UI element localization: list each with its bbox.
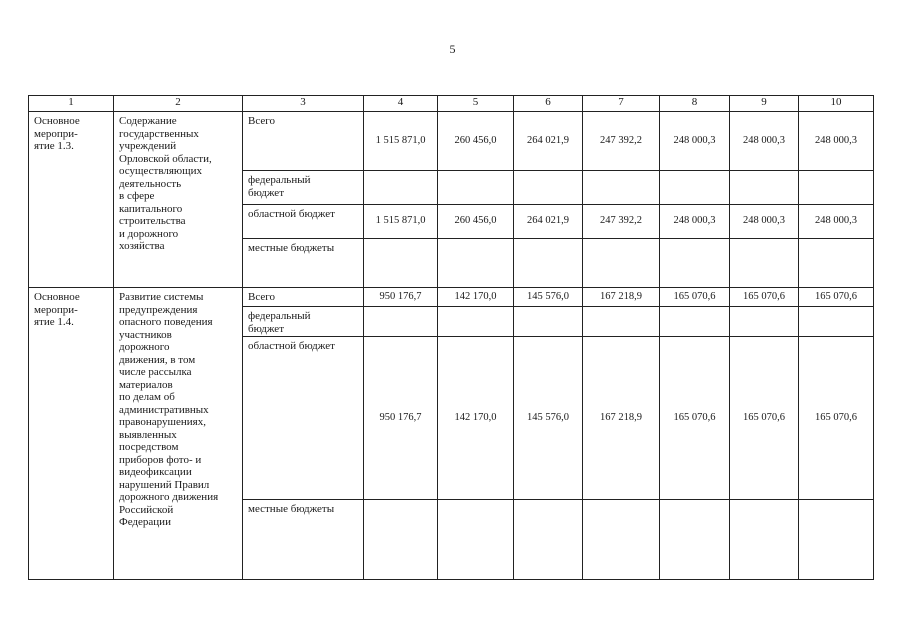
amount-cell xyxy=(583,500,660,580)
column-header: 4 xyxy=(364,96,438,112)
table-row xyxy=(29,288,874,307)
measure-id-line: ятие 1.3. xyxy=(34,140,74,152)
measure-description-line: числе рассылка xyxy=(119,366,192,378)
funding-source-line: федеральный xyxy=(248,310,311,322)
measure-description-line: по делам об xyxy=(119,391,175,403)
amount-cell: 142 170,0 xyxy=(438,337,514,500)
measure-description-line: в сфере xyxy=(119,190,155,202)
amount-cell xyxy=(660,239,730,288)
column-header: 5 xyxy=(438,96,514,112)
measure-id-line: Основное xyxy=(34,291,80,303)
amount-cell: 142 170,0 xyxy=(438,288,514,307)
amount-cell: 165 070,6 xyxy=(730,288,799,307)
amount-cell xyxy=(583,171,660,205)
amount-cell: 165 070,6 xyxy=(799,337,874,500)
amount-cell xyxy=(514,307,583,337)
measure-description-line: предупреждения xyxy=(119,303,198,316)
measure-description-line: движения, в том xyxy=(119,353,196,366)
amount-cell: 264 021,9 xyxy=(514,112,583,171)
measure-description-line: строительства xyxy=(119,215,186,227)
amount-cell xyxy=(799,500,874,580)
funding-source-cell xyxy=(243,500,364,580)
amount-cell: 247 392,2 xyxy=(583,205,660,239)
amount-cell xyxy=(730,171,799,205)
amount-cell: 248 000,3 xyxy=(660,205,730,239)
funding-source-line: местные бюджеты xyxy=(248,242,335,254)
amount-cell xyxy=(730,307,799,337)
funding-source-cell xyxy=(243,171,364,205)
measure-description-line: учреждений xyxy=(119,140,177,152)
measure-id-line: ятие 1.4. xyxy=(34,316,74,328)
measure-description-line: государственных xyxy=(119,127,199,140)
measure-description-line: приборов фото- и xyxy=(119,453,202,466)
measure-id-cell xyxy=(29,112,114,288)
measure-description-line: Федерации xyxy=(119,516,171,528)
measure-description-line: посредством xyxy=(119,441,179,453)
column-header: 9 xyxy=(730,96,799,112)
amount-cell xyxy=(364,500,438,580)
funding-source-cell xyxy=(243,337,364,500)
measure-description-line: дорожного xyxy=(119,341,170,353)
funding-source-cell xyxy=(243,112,364,171)
amount-cell: 248 000,3 xyxy=(799,205,874,239)
measure-description-line: опасного поведения xyxy=(119,316,213,328)
measure-id-cell xyxy=(29,288,114,580)
table-row xyxy=(29,112,874,171)
funding-source-line: бюджет xyxy=(248,322,284,335)
measure-description-line: хозяйства xyxy=(119,240,165,252)
funding-source-cell xyxy=(243,288,364,307)
measure-description-line: выявленных xyxy=(119,428,177,441)
amount-cell xyxy=(660,307,730,337)
page-number: 5 xyxy=(449,42,456,56)
funding-source-line: федеральный xyxy=(248,174,311,186)
measure-description-cell xyxy=(114,288,243,580)
measure-id-line: меропри- xyxy=(34,303,78,316)
measure-description-line: видеофиксации xyxy=(119,466,192,478)
amount-cell xyxy=(438,500,514,580)
amount-cell: 248 000,3 xyxy=(730,112,799,171)
measure-description-cell xyxy=(114,112,243,288)
measure-description-line: Орловской области, xyxy=(119,152,212,165)
column-header: 3 xyxy=(243,96,364,112)
amount-cell: 248 000,3 xyxy=(730,205,799,239)
funding-source-cell xyxy=(243,307,364,337)
amount-cell: 260 456,0 xyxy=(438,112,514,171)
amount-cell: 950 176,7 xyxy=(364,288,438,307)
amount-cell: 167 218,9 xyxy=(583,337,660,500)
funding-source-line: бюджет xyxy=(248,186,284,199)
amount-cell: 950 176,7 xyxy=(364,337,438,500)
amount-cell: 260 456,0 xyxy=(438,205,514,239)
measure-id-line: меропри- xyxy=(34,127,78,140)
amount-cell: 165 070,6 xyxy=(660,337,730,500)
measure-description-line: нарушений Правил xyxy=(119,478,210,491)
funding-source-line: областной бюджет xyxy=(248,340,335,352)
amount-cell: 145 576,0 xyxy=(514,337,583,500)
amount-cell: 264 021,9 xyxy=(514,205,583,239)
measure-description-line: Развитие системы xyxy=(119,291,204,303)
funding-source-line: областной бюджет xyxy=(248,208,335,220)
measure-id-line: Основное xyxy=(34,115,80,127)
column-header: 2 xyxy=(114,96,243,112)
amount-cell xyxy=(438,307,514,337)
measure-description-line: и дорожного xyxy=(119,227,179,240)
measure-description-line: административных xyxy=(119,403,209,416)
amount-cell: 248 000,3 xyxy=(799,112,874,171)
measure-description-line: капитального xyxy=(119,202,183,215)
amount-cell xyxy=(730,500,799,580)
amount-cell xyxy=(583,307,660,337)
header-row xyxy=(29,96,874,112)
column-header: 7 xyxy=(583,96,660,112)
funding-source-line: Всего xyxy=(248,115,275,127)
amount-cell xyxy=(514,239,583,288)
measure-description-line: Российской xyxy=(119,503,174,516)
measure-description-line: материалов xyxy=(119,378,173,391)
measure-description-line: деятельность xyxy=(119,177,182,190)
amount-cell xyxy=(799,171,874,205)
amount-cell xyxy=(514,171,583,205)
measure-description-line: Содержание xyxy=(119,115,177,127)
amount-cell xyxy=(730,239,799,288)
amount-cell xyxy=(364,239,438,288)
amount-cell xyxy=(438,239,514,288)
measure-description-line: осуществляющих xyxy=(119,165,202,177)
funding-source-cell xyxy=(243,239,364,288)
amount-cell: 247 392,2 xyxy=(583,112,660,171)
amount-cell xyxy=(660,171,730,205)
amount-cell: 165 070,6 xyxy=(730,337,799,500)
amount-cell: 165 070,6 xyxy=(799,288,874,307)
funding-source-cell xyxy=(243,205,364,239)
amount-cell: 167 218,9 xyxy=(583,288,660,307)
amount-cell xyxy=(799,307,874,337)
funding-source-line: Всего xyxy=(248,291,275,303)
column-header: 6 xyxy=(514,96,583,112)
amount-cell xyxy=(660,500,730,580)
column-header: 8 xyxy=(660,96,730,112)
column-header: 1 xyxy=(29,96,114,112)
budget-table xyxy=(28,95,874,580)
measure-description-line: правонарушениях, xyxy=(119,416,206,428)
amount-cell xyxy=(364,307,438,337)
amount-cell xyxy=(583,239,660,288)
amount-cell xyxy=(514,500,583,580)
amount-cell: 1 515 871,0 xyxy=(364,205,438,239)
amount-cell: 1 515 871,0 xyxy=(364,112,438,171)
amount-cell: 145 576,0 xyxy=(514,288,583,307)
amount-cell xyxy=(799,239,874,288)
amount-cell xyxy=(438,171,514,205)
amount-cell xyxy=(364,171,438,205)
measure-description-line: дорожного движения xyxy=(119,491,219,503)
amount-cell: 248 000,3 xyxy=(660,112,730,171)
amount-cell: 165 070,6 xyxy=(660,288,730,307)
funding-source-line: местные бюджеты xyxy=(248,503,335,515)
measure-description-line: участников xyxy=(119,328,172,341)
column-header: 10 xyxy=(799,96,874,112)
